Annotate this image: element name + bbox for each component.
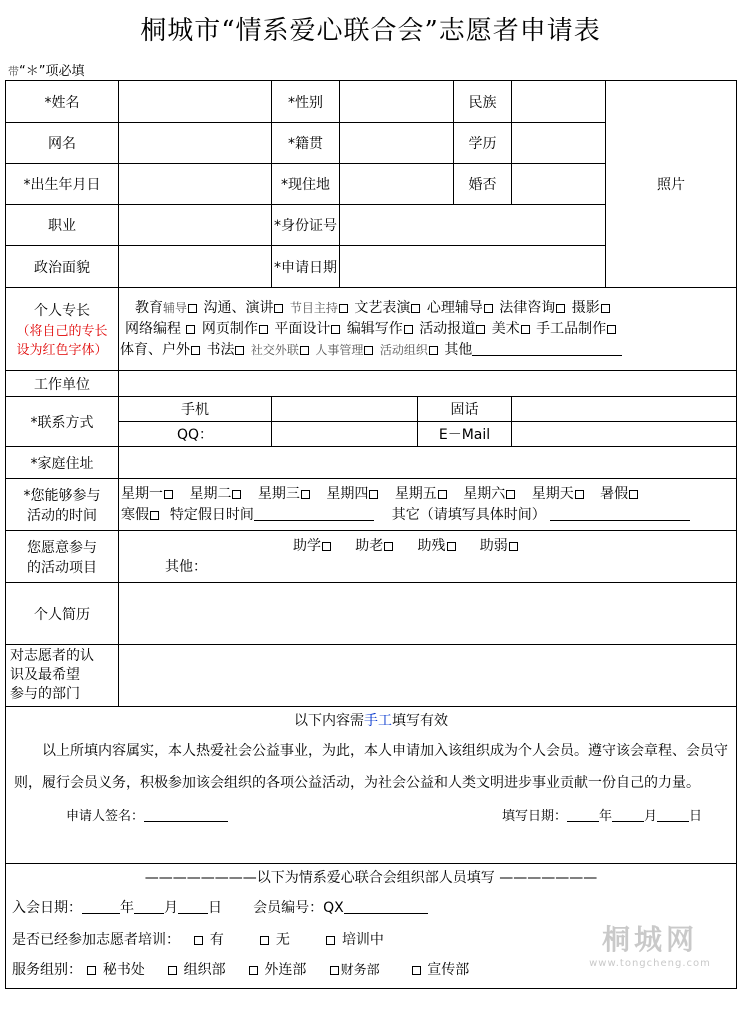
understanding-label-1: 对志愿者的认 xyxy=(10,648,94,664)
day-tue-checkbox[interactable] xyxy=(232,490,241,499)
occupation-field[interactable] xyxy=(119,205,272,246)
skill-counseling-label: 心理辅导 xyxy=(426,299,483,316)
skill-performance-checkbox[interactable] xyxy=(411,304,420,313)
project-weak-checkbox[interactable] xyxy=(509,542,518,551)
projects-options xyxy=(119,531,737,583)
service-group-label: 服务组别： xyxy=(12,962,82,978)
skill-hr-label: 人事管理 xyxy=(315,342,364,357)
projects-label-1: 您愿意参与 xyxy=(27,539,97,556)
day-wed-checkbox[interactable] xyxy=(301,490,310,499)
political-status-label: 政治面貌 xyxy=(6,246,119,288)
project-elderly-label: 助老 xyxy=(355,537,384,554)
ethnicity-label: 民族 xyxy=(454,81,512,123)
page-title: 桐城市“情系爱心联合会”志愿者申请表 xyxy=(140,16,601,46)
home-address-field[interactable] xyxy=(119,447,737,479)
fill-year-field[interactable] xyxy=(567,807,599,822)
group-secretariat-label: 秘书处 xyxy=(102,962,145,978)
political-status-field[interactable] xyxy=(119,246,272,288)
day-sun-label: 星期天 xyxy=(531,485,574,502)
home-address-label: *家庭住址 xyxy=(6,447,119,479)
skill-sports-checkbox[interactable] xyxy=(191,346,200,355)
declaration-heading-post: 填写有效 xyxy=(392,713,448,729)
available-time-row-2 xyxy=(119,505,736,526)
day-wed-label: 星期三 xyxy=(257,485,300,502)
resume-label: 个人简历 xyxy=(6,583,119,645)
training-question: 是否已经参加志愿者培训： xyxy=(12,932,180,948)
occupation-label: 职业 xyxy=(6,205,119,246)
skill-handcraft-checkbox[interactable] xyxy=(607,325,616,334)
understanding-label-3: 参与的部门 xyxy=(10,686,80,702)
work-unit-field[interactable] xyxy=(119,371,737,397)
skills-options xyxy=(119,288,737,371)
projects-row-1 xyxy=(119,536,736,557)
member-no-field[interactable] xyxy=(344,899,428,914)
join-day-field[interactable] xyxy=(178,899,208,914)
available-time-label-2: 活动的时间 xyxy=(27,507,97,524)
skill-webdesign-checkbox[interactable] xyxy=(259,325,268,334)
skill-photography-checkbox[interactable] xyxy=(601,304,610,313)
nickname-label: 网名 xyxy=(6,123,119,164)
training-ongoing-label: 培训中 xyxy=(341,932,384,948)
skill-reporting-label: 活动报道 xyxy=(419,320,476,337)
gender-field[interactable] xyxy=(340,81,454,123)
skill-legal-label: 法律咨询 xyxy=(499,299,556,316)
marital-field[interactable] xyxy=(512,164,606,205)
fill-date-label: 填写日期： xyxy=(502,809,568,824)
project-disabled-label: 助残 xyxy=(417,537,446,554)
member-no-label: 会员编号：QX xyxy=(253,900,344,916)
qq-field[interactable] xyxy=(272,422,418,447)
skill-writing-label: 编辑写作 xyxy=(346,320,403,337)
fill-month-label: 月 xyxy=(644,809,658,824)
fill-day-label: 日 xyxy=(689,809,703,824)
id-number-label: *身份证号 xyxy=(272,205,340,246)
skill-handcraft-label: 手工品制作 xyxy=(536,320,607,337)
office-heading: ————————以下为情系爱心联合会组织部人员填写 ——————— xyxy=(144,870,598,886)
skills-row-3 xyxy=(119,340,736,361)
skills-red-note-2: 设为红色字体） xyxy=(16,343,108,358)
day-fri-checkbox[interactable] xyxy=(438,490,447,499)
training-ongoing-checkbox[interactable] xyxy=(326,936,335,945)
required-note-suffix: 项必填 xyxy=(45,64,85,79)
required-note-mark: “＊” xyxy=(19,64,46,79)
fill-date-group xyxy=(502,805,702,824)
skills-row-1 xyxy=(119,298,736,319)
training-yes-checkbox[interactable] xyxy=(194,936,203,945)
training-no-label: 无 xyxy=(275,932,290,948)
mobile-field[interactable] xyxy=(272,397,418,422)
project-disabled-checkbox[interactable] xyxy=(447,542,456,551)
available-time-label-1: *您能够参与 xyxy=(23,487,101,504)
marital-label: 婚否 xyxy=(454,164,512,205)
office-section xyxy=(6,864,737,989)
project-education-label: 助学 xyxy=(293,537,321,554)
training-yes-label: 有 xyxy=(209,932,224,948)
mobile-label: 手机 xyxy=(119,397,272,422)
day-sat-checkbox[interactable] xyxy=(506,490,515,499)
group-organization-label: 组织部 xyxy=(183,962,226,978)
landline-field[interactable] xyxy=(512,397,737,422)
day-mon-checkbox[interactable] xyxy=(164,490,173,499)
skill-hr-checkbox[interactable] xyxy=(364,346,373,355)
apply-date-field[interactable] xyxy=(340,246,606,288)
skills-row-2 xyxy=(119,319,736,340)
day-sat-label: 星期六 xyxy=(463,485,506,502)
nickname-field[interactable] xyxy=(119,123,272,164)
group-publicity-checkbox[interactable] xyxy=(412,966,421,975)
day-mon-label: 星期一 xyxy=(121,485,163,502)
day-sun-checkbox[interactable] xyxy=(575,490,584,499)
training-no-checkbox[interactable] xyxy=(260,936,269,945)
office-training-row xyxy=(6,925,736,955)
landline-label: 固话 xyxy=(418,397,512,422)
fill-year-label: 年 xyxy=(599,809,613,824)
specific-holiday-label: 特定假日时间 xyxy=(169,506,254,523)
winter-vacation-checkbox[interactable] xyxy=(150,511,159,520)
group-external-checkbox[interactable] xyxy=(249,966,258,975)
declaration-sign-row xyxy=(6,799,736,829)
contact-label: *联系方式 xyxy=(6,397,119,447)
residence-field[interactable] xyxy=(340,164,454,205)
group-external-label: 外连部 xyxy=(264,962,307,978)
email-label: E－Mail xyxy=(418,422,512,447)
qq-label: QQ： xyxy=(119,422,272,447)
join-year-field[interactable] xyxy=(82,899,120,914)
project-elderly-checkbox[interactable] xyxy=(384,542,393,551)
office-group-row xyxy=(6,955,736,986)
name-field[interactable] xyxy=(119,81,272,123)
skill-programming-label: 网络编程 xyxy=(125,320,181,337)
skill-performance-label: 文艺表演 xyxy=(354,299,411,316)
group-organization-checkbox[interactable] xyxy=(168,966,177,975)
group-secretariat-checkbox[interactable] xyxy=(87,966,96,975)
group-finance-label: 财务部 xyxy=(340,963,380,978)
day-tue-label: 星期二 xyxy=(189,485,232,502)
watermark-url: www.tongcheng.com xyxy=(589,958,711,969)
skill-graphic-checkbox[interactable] xyxy=(331,325,340,334)
skill-sports-label: 体育、户外 xyxy=(120,341,190,358)
skill-speech-checkbox[interactable] xyxy=(274,304,283,313)
day-fri-label: 星期五 xyxy=(394,485,437,502)
join-month-label: 月 xyxy=(164,900,178,916)
photo-box[interactable]: 照片 xyxy=(606,81,737,288)
native-place-label: *籍贯 xyxy=(272,123,340,164)
apply-date-label: *申请日期 xyxy=(272,246,340,288)
projects-row-2 xyxy=(119,557,736,578)
understanding-field[interactable] xyxy=(119,645,737,707)
winter-vacation-label: 寒假 xyxy=(121,506,149,523)
skill-art-label: 美术 xyxy=(491,320,520,337)
birth-date-field[interactable] xyxy=(119,164,272,205)
available-time-label xyxy=(6,479,119,531)
signature-field[interactable] xyxy=(144,807,228,822)
skills-label-cell xyxy=(6,288,119,371)
skill-legal-checkbox[interactable] xyxy=(556,304,565,313)
skill-other-input[interactable] xyxy=(472,341,622,356)
understanding-label-2: 识及最希望 xyxy=(10,667,80,683)
skill-writing-checkbox[interactable] xyxy=(404,325,413,334)
projects-label xyxy=(6,531,119,583)
skill-organizing-label: 活动组织 xyxy=(379,342,428,357)
join-day-label: 日 xyxy=(208,900,222,916)
required-note-prefix: 带 xyxy=(8,65,19,78)
skill-tutoring-label: 辅导 xyxy=(163,300,188,315)
skill-outreach-label: 社交外联 xyxy=(250,342,299,357)
skills-red-note-1: （将自己的专长 xyxy=(16,324,108,339)
summer-vacation-label: 暑假 xyxy=(600,485,629,502)
available-time-options xyxy=(119,479,737,531)
birth-date-label: *出生年月日 xyxy=(6,164,119,205)
skill-photography-label: 摄影 xyxy=(571,299,600,316)
skill-education-checkbox[interactable] xyxy=(188,304,197,313)
work-unit-label: 工作单位 xyxy=(6,371,119,397)
group-publicity-label: 宣传部 xyxy=(427,962,470,978)
fill-month-field[interactable] xyxy=(612,807,644,822)
available-time-row-1 xyxy=(119,484,736,505)
declaration-heading-hand: 手工 xyxy=(364,713,392,729)
skill-webdesign-label: 网页制作 xyxy=(201,320,258,337)
signature-label: 申请人签名： xyxy=(66,809,145,824)
fill-day-field[interactable] xyxy=(657,807,689,822)
ethnicity-field[interactable] xyxy=(512,81,606,123)
group-finance-checkbox[interactable] xyxy=(330,966,339,975)
declaration-heading xyxy=(6,707,736,735)
required-note xyxy=(8,60,85,79)
skill-organizing-checkbox[interactable] xyxy=(429,346,438,355)
understanding-label xyxy=(6,645,119,707)
gender-label: *性别 xyxy=(272,81,340,123)
skill-counseling-checkbox[interactable] xyxy=(484,304,493,313)
summer-vacation-checkbox[interactable] xyxy=(629,490,638,499)
skill-speech-label: 沟通、演讲 xyxy=(203,299,274,316)
skill-reporting-checkbox[interactable] xyxy=(476,325,485,334)
application-form xyxy=(5,80,737,989)
declaration-section xyxy=(6,707,737,864)
skill-calligraphy-checkbox[interactable] xyxy=(235,346,244,355)
day-thu-checkbox[interactable] xyxy=(369,490,378,499)
skill-education-label: 教育 xyxy=(135,299,163,316)
watermark-logo-text: 桐城网 xyxy=(601,923,698,956)
resume-field[interactable] xyxy=(119,583,737,645)
skill-other-label: 其他 xyxy=(444,341,473,358)
declaration-text: 以上所填内容属实，本人热爱社会公益事业，为此，本人申请加入该组织成为个人会员。遵守该会章程、会员守则，履行会员义务，积极参加该会组织的各项公益活动，为社会公益和人类文明进步事业贡献一份自己的力量。 xyxy=(14,743,728,791)
education-label: 学历 xyxy=(454,123,512,164)
skill-calligraphy-label: 书法 xyxy=(206,341,235,358)
skill-hosting-label: 节目主持 xyxy=(289,300,338,315)
skill-outreach-checkbox[interactable] xyxy=(300,346,309,355)
native-place-field[interactable] xyxy=(340,123,454,164)
declaration-heading-pre: 以下内容需 xyxy=(294,713,364,729)
skill-graphic-label: 平面设计 xyxy=(274,320,331,337)
project-education-checkbox[interactable] xyxy=(322,542,331,551)
skill-programming-checkbox[interactable] xyxy=(186,325,195,334)
residence-label: *现住地 xyxy=(272,164,340,205)
project-other-label: 其他： xyxy=(165,558,207,575)
other-time-label: 其它（请填写具体时间） xyxy=(391,506,546,523)
name-label: *姓名 xyxy=(6,81,119,123)
projects-label-2: 的活动项目 xyxy=(27,559,97,576)
id-number-field[interactable] xyxy=(340,205,606,246)
skill-hosting-checkbox[interactable] xyxy=(339,304,348,313)
skill-art-checkbox[interactable] xyxy=(521,325,530,334)
office-join-row xyxy=(6,892,736,925)
specific-holiday-input[interactable] xyxy=(254,506,374,521)
other-time-input[interactable] xyxy=(550,506,690,521)
email-field[interactable] xyxy=(512,422,737,447)
join-month-field[interactable] xyxy=(134,899,164,914)
skills-label: 个人专长 xyxy=(34,303,90,319)
education-field[interactable] xyxy=(512,123,606,164)
day-thu-label: 星期四 xyxy=(326,485,369,502)
join-date-label: 入会日期： xyxy=(12,900,82,916)
signature-group xyxy=(66,805,228,824)
project-weak-label: 助弱 xyxy=(479,537,508,554)
join-year-label: 年 xyxy=(120,900,134,916)
